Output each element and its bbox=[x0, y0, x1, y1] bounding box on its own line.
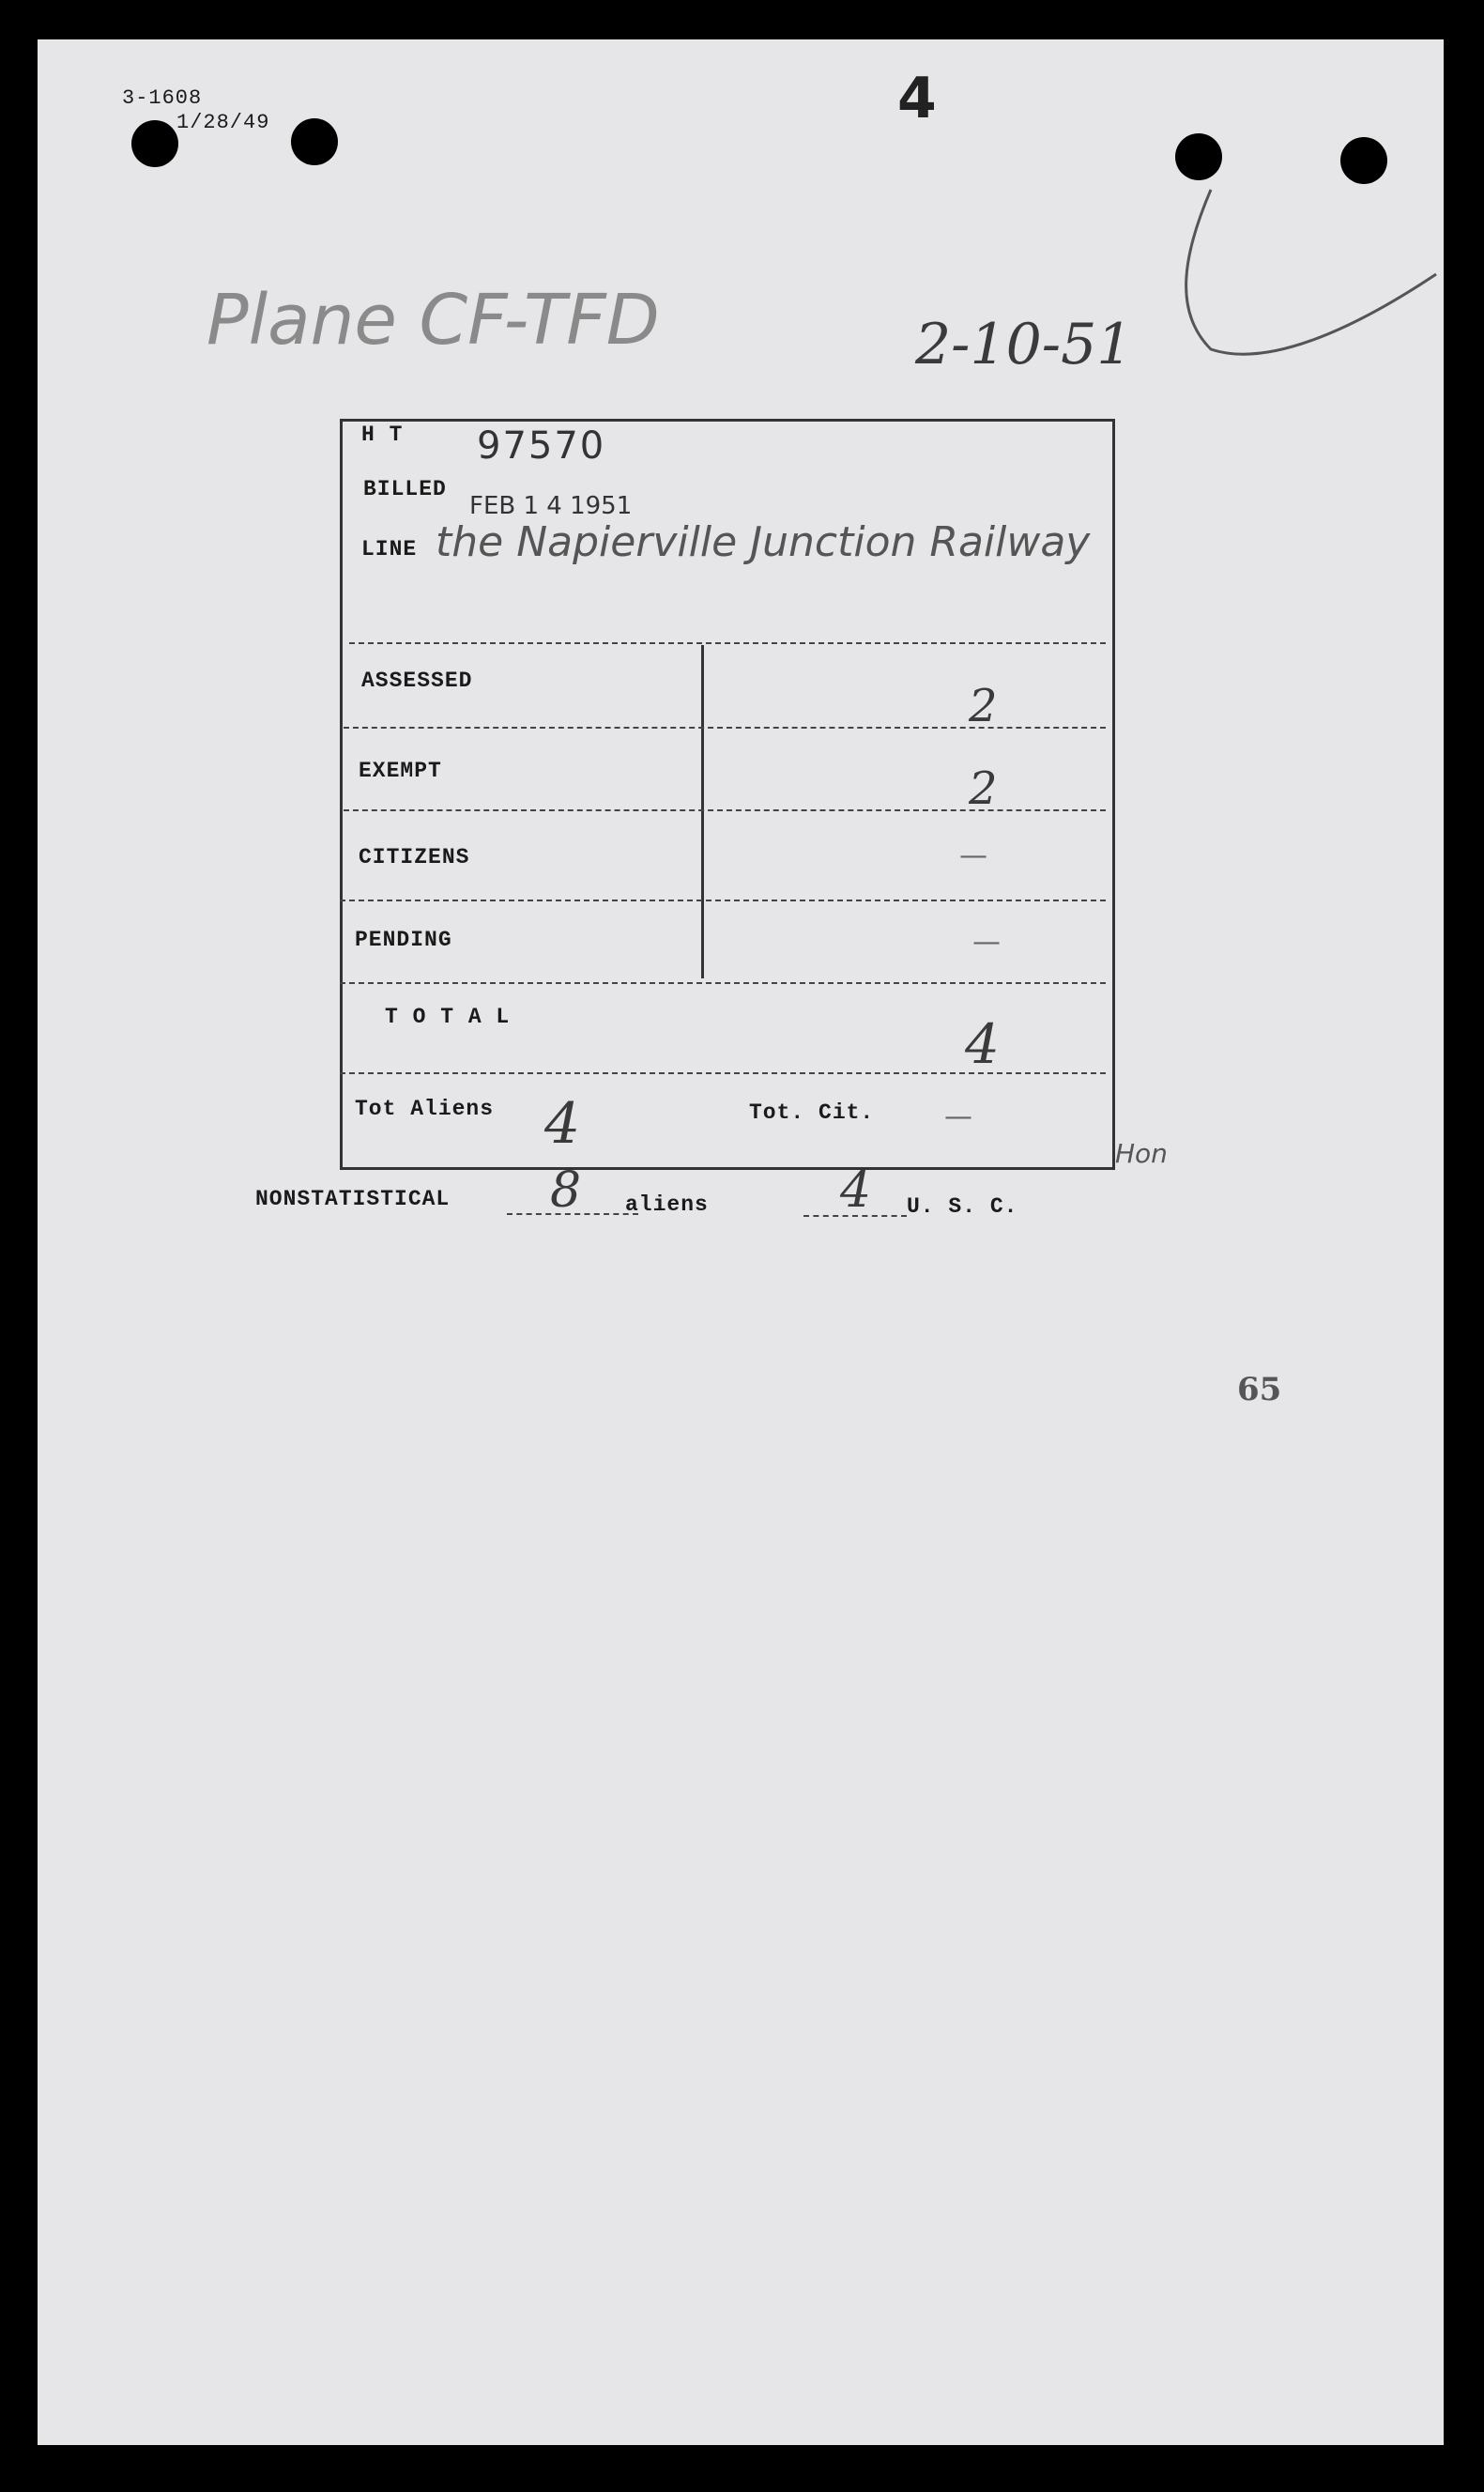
total-label: T O T A L bbox=[385, 1005, 511, 1029]
ht-label: H T bbox=[361, 423, 404, 447]
tot-aliens-value: 4 bbox=[544, 1091, 581, 1157]
line-label: LINE bbox=[361, 537, 418, 561]
divider bbox=[344, 809, 1106, 811]
usc-label: U. S. C. bbox=[907, 1194, 1018, 1219]
divider bbox=[340, 900, 1106, 901]
tot-cit-value: — bbox=[944, 1100, 972, 1133]
punch-hole bbox=[291, 118, 338, 165]
handwritten-date: 2-10-51 bbox=[915, 312, 1133, 377]
form-date: 1/28/49 bbox=[176, 111, 270, 134]
line-value: the Napierville Junction Railway bbox=[436, 518, 1091, 566]
tot-aliens-label: Tot Aliens bbox=[355, 1097, 495, 1121]
underline bbox=[803, 1215, 907, 1217]
row-label-citizens: CITIZENS bbox=[359, 845, 470, 869]
billed-date-stamp: FEB 1 4 1951 bbox=[469, 492, 633, 520]
row-value-exempt: 2 bbox=[969, 762, 998, 815]
handwritten-curve bbox=[1145, 171, 1446, 387]
row-value-citizens: — bbox=[959, 839, 987, 872]
divider bbox=[340, 1072, 1106, 1074]
divider bbox=[344, 727, 1106, 729]
top-mark: 4 bbox=[897, 66, 937, 131]
form-number: 3-1608 bbox=[122, 86, 203, 110]
billed-label: BILLED bbox=[363, 477, 447, 501]
row-value-assessed: 2 bbox=[969, 680, 998, 732]
nonstatistical-value: 8 bbox=[550, 1162, 582, 1219]
column-divider bbox=[701, 645, 704, 978]
row-label-assessed: ASSESSED bbox=[361, 669, 473, 693]
row-value-pending: — bbox=[972, 926, 1001, 959]
initials: Hon bbox=[1115, 1138, 1168, 1169]
divider bbox=[340, 982, 1106, 984]
divider bbox=[349, 642, 1106, 644]
row-label-pending: PENDING bbox=[355, 928, 452, 952]
plane-title: Plane CF-TFD bbox=[207, 280, 660, 361]
usc-value: 4 bbox=[840, 1162, 872, 1219]
nonstatistical-label: NONSTATISTICAL bbox=[255, 1187, 451, 1211]
tot-cit-label: Tot. Cit. bbox=[749, 1100, 875, 1125]
row-label-exempt: EXEMPT bbox=[359, 759, 442, 783]
page-number: 65 bbox=[1237, 1371, 1282, 1408]
underline bbox=[507, 1213, 638, 1215]
punch-hole bbox=[131, 120, 178, 167]
aliens-label: aliens bbox=[625, 1192, 709, 1217]
total-value: 4 bbox=[965, 1012, 1000, 1076]
document-page bbox=[38, 39, 1444, 2445]
ht-number: 97570 bbox=[477, 424, 606, 468]
